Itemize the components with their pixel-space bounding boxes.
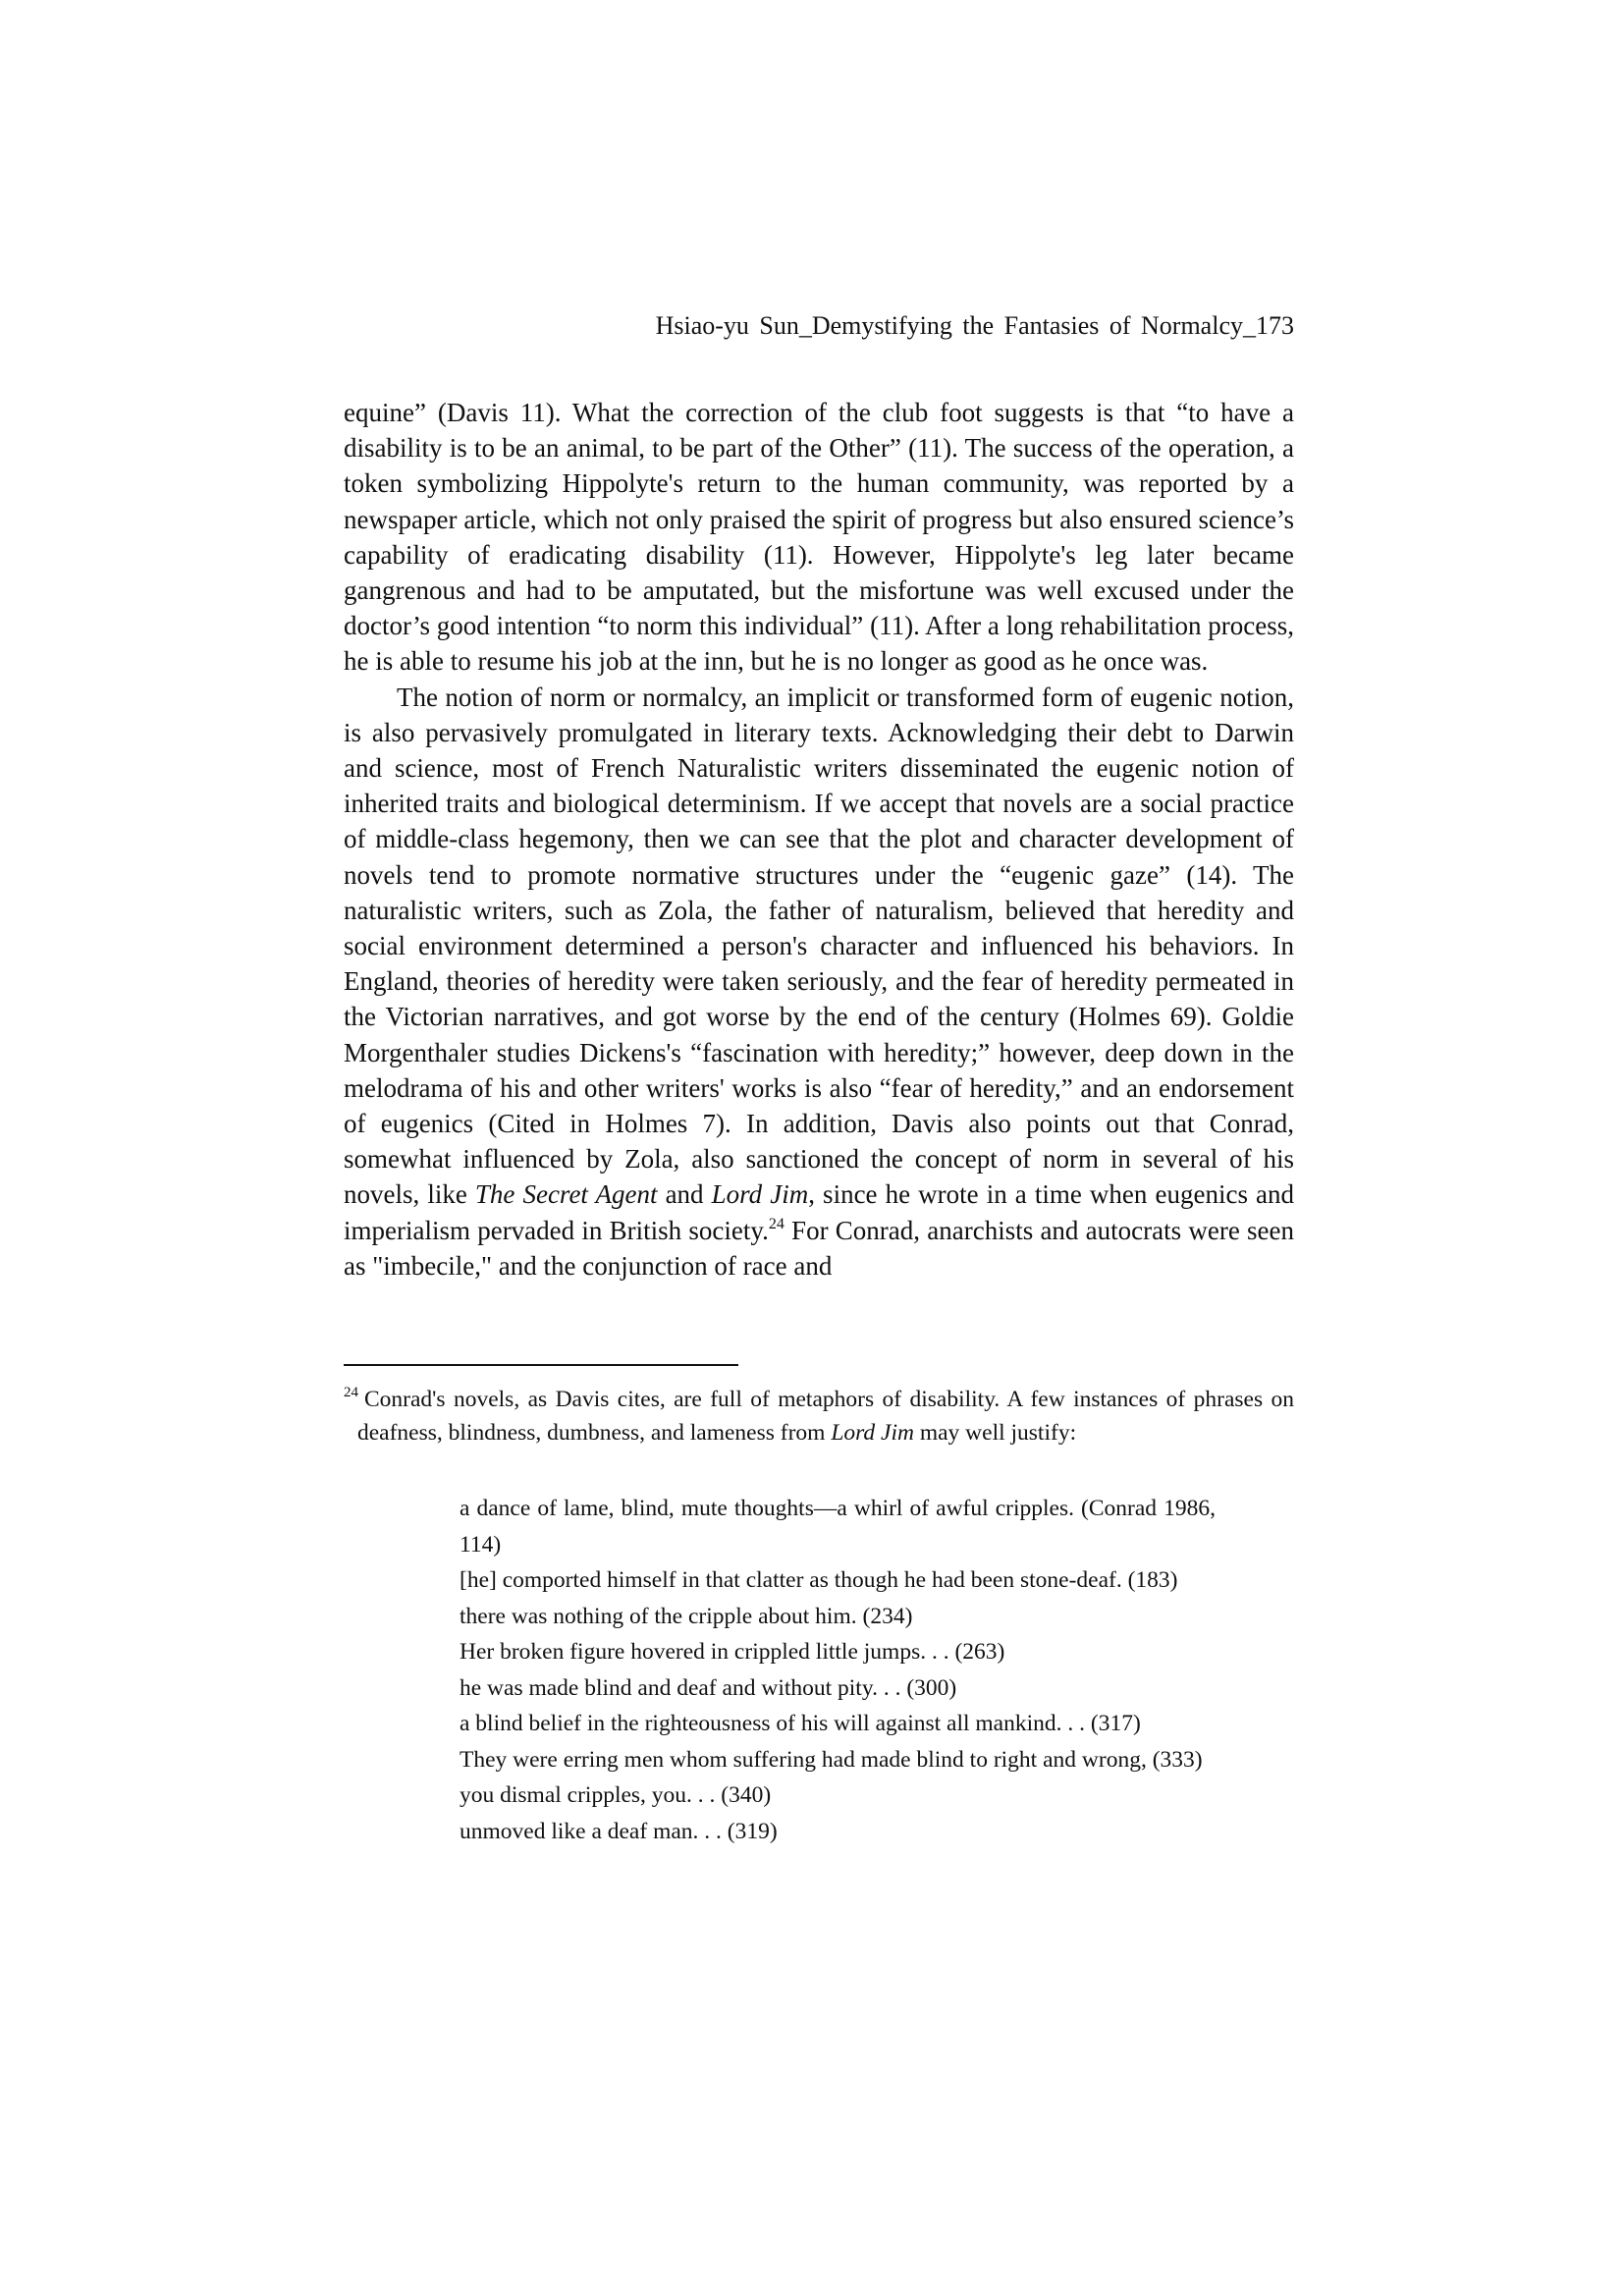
footnote-intro <box>344 1383 1294 1449</box>
running-header: Hsiao-yu Sun_Demystifying the Fantasies of Normalcy_173 <box>655 311 1294 340</box>
footnote-divider <box>344 1364 738 1366</box>
footnote-reference: 24 <box>768 1215 784 1232</box>
quote-line: you dismal cripples, you. . . (340) <box>460 1782 772 1808</box>
footnote <box>344 1383 1294 1449</box>
paragraph-2-text-b: , since he wrote in a time when eugenics and imperialism pervaded in British society. <box>344 1179 1295 1245</box>
paragraph-2-text-c: For Conrad, anarchists and autocrats were seen as "imbecile," and the conjunction of race and <box>344 1215 1295 1281</box>
footnote-mark: 24 <box>344 1385 358 1400</box>
quote-line: a blind belief in the righteousness of his will against all mankind. . . (317) <box>460 1711 1141 1736</box>
block-quote <box>460 1491 1216 1849</box>
footnote-text-b: may well justify: <box>913 1420 1077 1446</box>
book-title-lord-jim: Lord Jim <box>711 1179 809 1210</box>
paragraph-2-and: and <box>657 1179 712 1210</box>
paragraph-2 <box>344 680 1294 1284</box>
main-text <box>344 395 1294 1284</box>
quote-line: [he] comported himself in that clatter as though he had been stone-deaf. (183) <box>460 1567 1178 1593</box>
quote-line: he was made blind and deaf and without pity. . . (300) <box>460 1674 957 1701</box>
quote-line: there was nothing of the cripple about him. (234) <box>460 1603 913 1629</box>
footnote-book-title: Lord Jim <box>831 1420 914 1446</box>
quote-line: They were erring men whom suffering had made blind to right and wrong, (333) <box>460 1746 1203 1773</box>
quote-line: Her broken figure hovered in crippled little jumps. . . (263) <box>460 1639 1005 1665</box>
quote-line: unmoved like a deaf man. . . (319) <box>460 1818 778 1844</box>
book-title-secret-agent: The Secret Agent <box>474 1179 658 1210</box>
paragraph-1: equine” (Davis 11). What the correction of the club foot suggests is that “to have a disability is to be an animal, to be part of the Other” (11). The success of the operation, a token symbolizing Hippolyte's return to the human community, was reported by a newspaper article, which not only praised the spirit of progress but also ensured science’s capability of eradicating disability (11). However, Hippolyte's leg later became gangrenous and had to be amputated, but the misfortune was well excused under the doctor’s good intention “to norm this individual” (11). After a long rehabilitation process, he is able to resume his job at the inn, but he is no longer as good as he once was. <box>344 398 1294 677</box>
footnote-text-a: Conrad's novels, as Davis cites, are full of metaphors of disability. A few instances of phrases on deafness, blindness, dumbness, and lameness from <box>357 1387 1294 1446</box>
paragraph-2-text-a: The notion of norm or normalcy, an implicit or transformed form of eugenic notion, is also pervasively promulgated in literary texts. Acknowledging their debt to Darwin and science, most of French Naturalistic writers disseminated the eugenic notion of inherited traits and biological determinism. If we accept that novels are a social practice of middle-class hegemony, then we can see that the plot and character development of novels tend to promote normative structures under the “eugenic gaze” (14). The naturalistic writers, such as Zola, the father of naturalism, believed that heredity and social environment determined a person's character and influenced his behaviors. In England, theories of heredity were taken seriously, and the fear of heredity permeated in the Victorian narratives, and got worse by the end of the century (Holmes 69). Goldie Morgenthaler studies Dickens's “fascination with heredity;” however, deep down in the melodrama of his and other writers' works is also “fear of heredity,” and an endorsement of eugenics (Cited in Holmes 7). In addition, Davis also points out that Conrad, somewhat influenced by Zola, also sanctioned the concept of norm in several of his novels, like <box>344 682 1294 1210</box>
quote-line: a dance of lame, blind, mute thoughts—a whirl of awful cripples. (Conrad 1986, 114) <box>460 1496 1216 1558</box>
